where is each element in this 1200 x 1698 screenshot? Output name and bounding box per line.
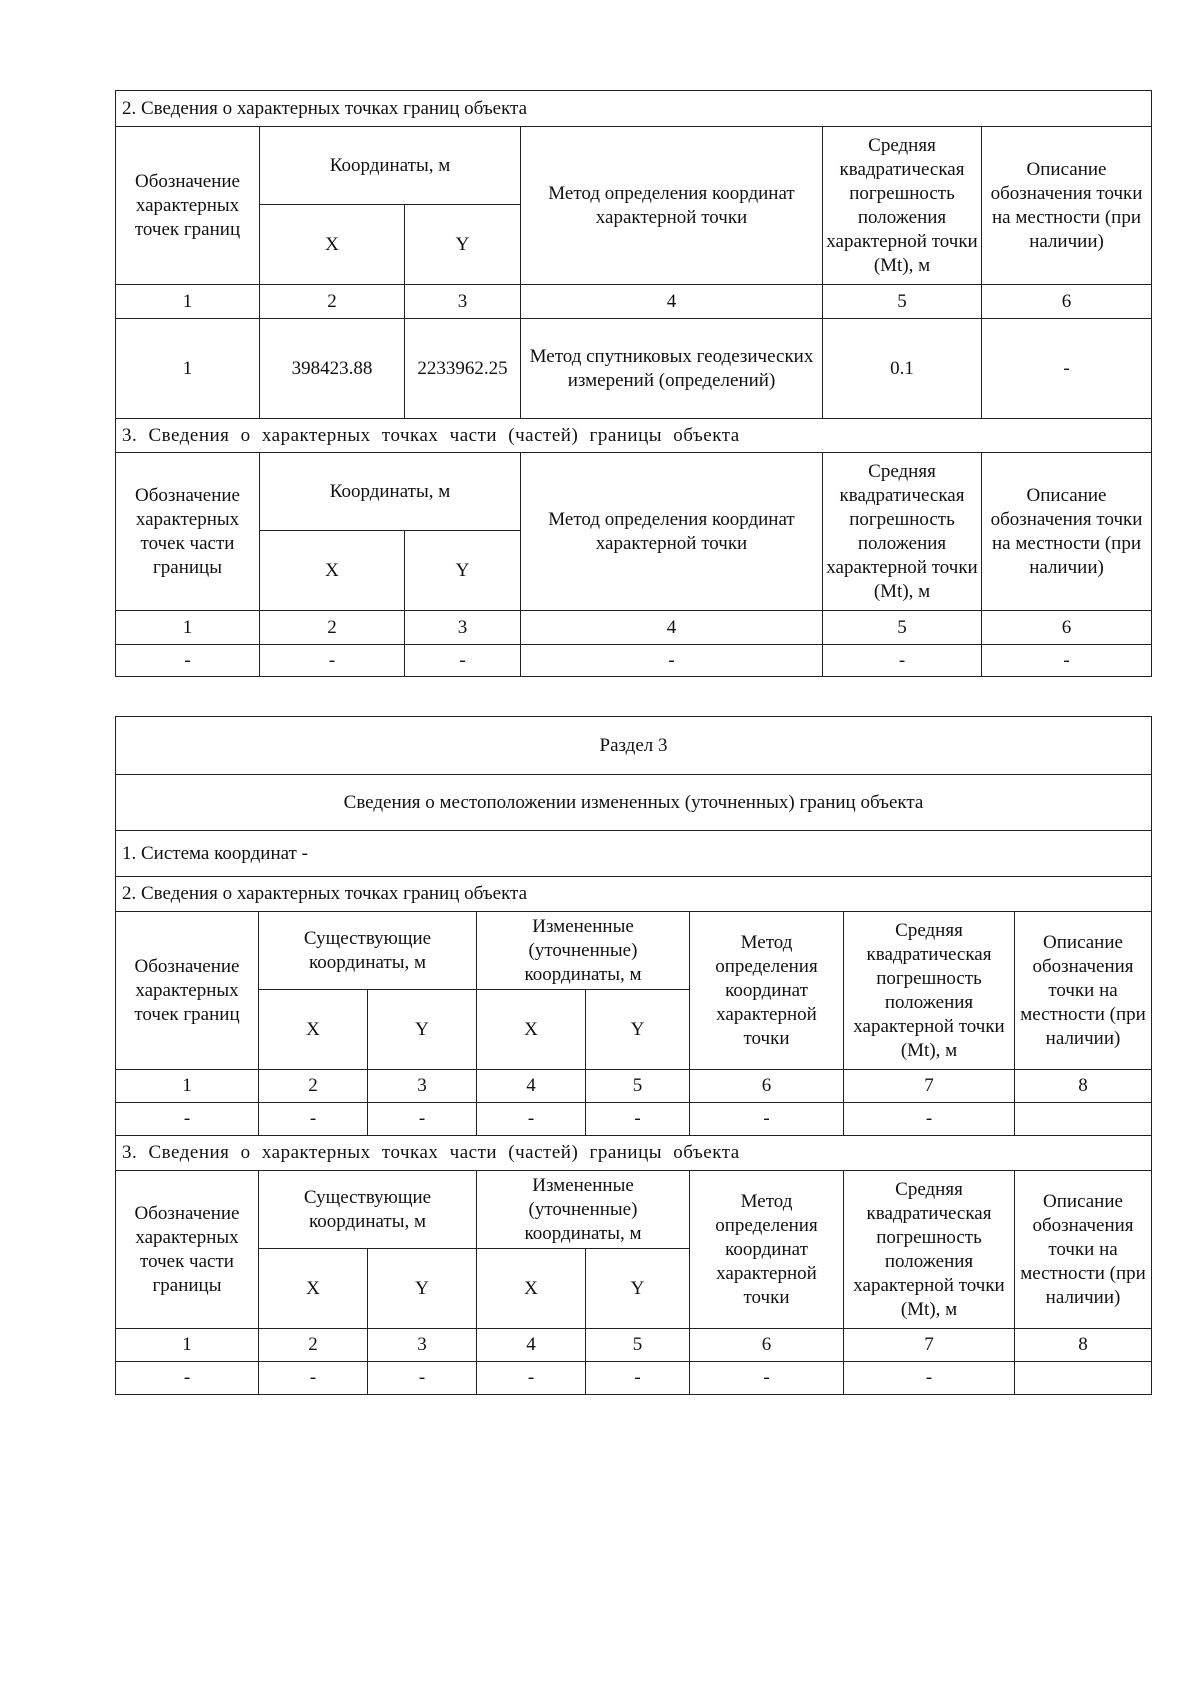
column-number: 7 bbox=[844, 1329, 1015, 1362]
column-number: 5 bbox=[586, 1329, 690, 1362]
empty-cell: - bbox=[477, 1103, 586, 1136]
empty-cell: - bbox=[116, 1103, 259, 1136]
empty-cell: - bbox=[690, 1362, 844, 1395]
header-coordinates: Координаты, м bbox=[260, 453, 521, 531]
changed-boundaries-table bbox=[115, 716, 1152, 1395]
column-number: 3 bbox=[368, 1329, 477, 1362]
empty-cell: - bbox=[844, 1362, 1015, 1395]
empty-cell: - bbox=[477, 1362, 586, 1395]
column-number: 6 bbox=[690, 1070, 844, 1103]
column-number: 3 bbox=[405, 285, 521, 319]
header-description: Описание обозначения точки на местности (при наличии) bbox=[982, 127, 1152, 285]
header-method: Метод определения координат характерной точки bbox=[521, 127, 823, 285]
header-error: Средняя квадратическая погрешность положения характерной точки (Mt), м bbox=[844, 912, 1015, 1070]
empty-cell: - bbox=[586, 1103, 690, 1136]
section-heading: Раздел 3 bbox=[116, 717, 1152, 775]
header-existing-coordinates: Существующие координаты, м bbox=[259, 1171, 477, 1249]
header-changed-coordinates: Измененные (уточненные) координаты, м bbox=[477, 912, 690, 990]
table-row bbox=[116, 645, 1152, 677]
column-number: 2 bbox=[260, 285, 405, 319]
section-title-boundary-points: 2. Сведения о характерных точках границ объекта bbox=[116, 91, 1152, 127]
header-y: Y bbox=[586, 1249, 690, 1329]
empty-cell: - bbox=[982, 645, 1152, 677]
header-x: X bbox=[477, 1249, 586, 1329]
column-number: 1 bbox=[116, 1329, 259, 1362]
column-number: 8 bbox=[1015, 1070, 1152, 1103]
column-number: 6 bbox=[982, 285, 1152, 319]
column-number: 3 bbox=[368, 1070, 477, 1103]
header-changed-coordinates: Измененные (уточненные) координаты, м bbox=[477, 1171, 690, 1249]
empty-cell: - bbox=[823, 645, 982, 677]
table-row bbox=[116, 1103, 1152, 1136]
header-method: Метод определения координат характерной точки bbox=[690, 912, 844, 1070]
column-number: 4 bbox=[521, 285, 823, 319]
empty-cell: - bbox=[259, 1103, 368, 1136]
column-number-row bbox=[116, 1329, 1152, 1362]
header-designation: Обозначение характерных точек границ bbox=[116, 912, 259, 1070]
header-existing-coordinates: Существующие координаты, м bbox=[259, 912, 477, 990]
column-number-row bbox=[116, 285, 1152, 319]
column-number: 2 bbox=[259, 1329, 368, 1362]
section-title-part-points: 3. Сведения о характерных точках части (частей) границы объекта bbox=[116, 419, 1152, 453]
column-number: 1 bbox=[116, 1070, 259, 1103]
column-number: 4 bbox=[477, 1329, 586, 1362]
header-error: Средняя квадратическая погрешность положения характерной точки (Mt), м bbox=[823, 127, 982, 285]
column-number: 2 bbox=[260, 611, 405, 645]
column-number: 4 bbox=[477, 1070, 586, 1103]
header-error: Средняя квадратическая погрешность положения характерной точки (Mt), м bbox=[823, 453, 982, 611]
empty-cell: - bbox=[368, 1103, 477, 1136]
empty-cell: - bbox=[116, 1362, 259, 1395]
header-designation-part: Обозначение характерных точек части границы bbox=[116, 453, 260, 611]
column-number: 1 bbox=[116, 285, 260, 319]
header-method: Метод определения координат характерной точки bbox=[521, 453, 823, 611]
point-designation: 1 bbox=[116, 319, 260, 419]
method-value: Метод спутниковых геодезических измерений (определений) bbox=[521, 319, 823, 419]
section-title-part-points: 3. Сведения о характерных точках части (частей) границы объекта bbox=[116, 1136, 1152, 1171]
header-designation: Обозначение характерных точек границ bbox=[116, 127, 260, 285]
header-y: Y bbox=[405, 531, 521, 611]
empty-cell: - bbox=[586, 1362, 690, 1395]
empty-cell: - bbox=[521, 645, 823, 677]
section-subtitle: Сведения о местоположении измененных (уточненных) границ объекта bbox=[116, 775, 1152, 831]
header-description: Описание обозначения точки на местности (при наличии) bbox=[982, 453, 1152, 611]
column-number: 5 bbox=[586, 1070, 690, 1103]
header-x: X bbox=[259, 990, 368, 1070]
section-title-boundary-points: 2. Сведения о характерных точках границ объекта bbox=[116, 877, 1152, 912]
empty-cell: - bbox=[368, 1362, 477, 1395]
description-value: - bbox=[982, 319, 1152, 419]
column-number-row bbox=[116, 1070, 1152, 1103]
column-number: 1 bbox=[116, 611, 260, 645]
empty-cell: - bbox=[844, 1103, 1015, 1136]
column-number: 6 bbox=[690, 1329, 844, 1362]
header-y: Y bbox=[586, 990, 690, 1070]
header-method: Метод определения координат характерной точки bbox=[690, 1171, 844, 1329]
coordinate-y: 2233962.25 bbox=[405, 319, 521, 419]
table-row bbox=[116, 319, 1152, 419]
empty-cell: - bbox=[260, 645, 405, 677]
empty-cell: - bbox=[405, 645, 521, 677]
column-number: 8 bbox=[1015, 1329, 1152, 1362]
coordinate-system: 1. Система координат - bbox=[116, 831, 1152, 877]
column-number: 5 bbox=[823, 611, 982, 645]
table-row bbox=[116, 1362, 1152, 1395]
header-x: X bbox=[260, 531, 405, 611]
empty-cell: - bbox=[690, 1103, 844, 1136]
header-y: Y bbox=[368, 1249, 477, 1329]
header-description: Описание обозначения точки на местности (при наличии) bbox=[1015, 1171, 1152, 1329]
empty-cell bbox=[1015, 1103, 1152, 1136]
header-x: X bbox=[477, 990, 586, 1070]
header-x: X bbox=[259, 1249, 368, 1329]
empty-cell: - bbox=[116, 645, 260, 677]
header-y: Y bbox=[405, 205, 521, 285]
header-coordinates: Координаты, м bbox=[260, 127, 521, 205]
header-designation-part: Обозначение характерных точек части границы bbox=[116, 1171, 259, 1329]
empty-cell: - bbox=[259, 1362, 368, 1395]
header-description: Описание обозначения точки на местности (при наличии) bbox=[1015, 912, 1152, 1070]
column-number: 2 bbox=[259, 1070, 368, 1103]
column-number: 6 bbox=[982, 611, 1152, 645]
header-error: Средняя квадратическая погрешность положения характерной точки (Mt), м bbox=[844, 1171, 1015, 1329]
header-x: X bbox=[260, 205, 405, 285]
column-number: 4 bbox=[521, 611, 823, 645]
empty-cell bbox=[1015, 1362, 1152, 1395]
error-value: 0.1 bbox=[823, 319, 982, 419]
boundary-points-table bbox=[115, 90, 1152, 677]
header-y: Y bbox=[368, 990, 477, 1070]
column-number-row bbox=[116, 611, 1152, 645]
column-number: 5 bbox=[823, 285, 982, 319]
column-number: 3 bbox=[405, 611, 521, 645]
column-number: 7 bbox=[844, 1070, 1015, 1103]
coordinate-x: 398423.88 bbox=[260, 319, 405, 419]
